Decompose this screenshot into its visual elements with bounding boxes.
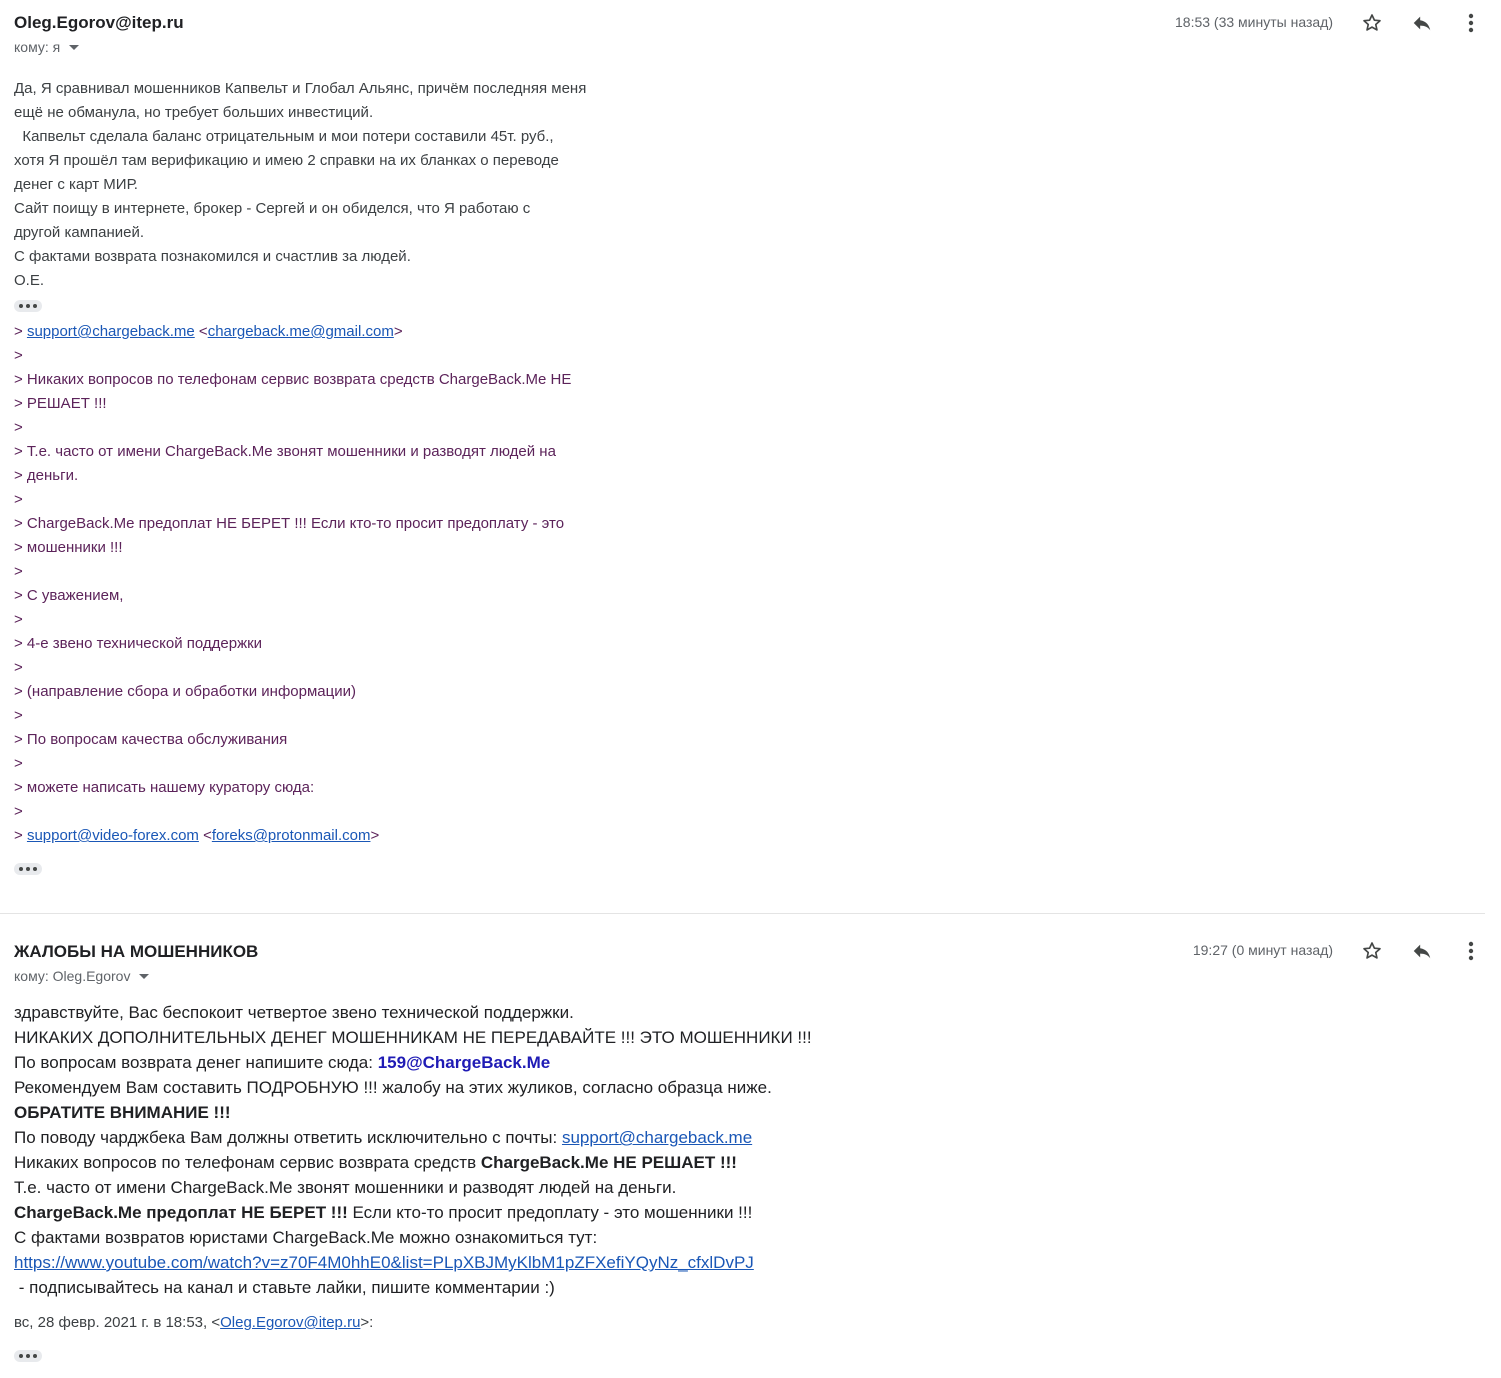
quote-header <box>14 1314 373 1331</box>
body-line: другой кампанией. <box>14 224 145 241</box>
quote-line: > Т.е. часто от имени ChargeBack.Me звонят мошенники и разводят людей на <box>14 443 556 460</box>
body-line <box>14 1153 737 1173</box>
body-line: С фактами возврата познакомился и счастлив за людей. <box>14 248 411 265</box>
body-line: Да, Я сравнивал мошенников Капвельт и Глобал Альянс, причём последняя меня <box>14 80 587 97</box>
quote-line: > деньги. <box>14 467 79 484</box>
body-line <box>14 1203 752 1223</box>
body-line: Рекомендуем Вам составить ПОДРОБНУЮ !!! жалобу на этих жуликов, согласно образца ниже. <box>14 1078 772 1097</box>
recipient-label: кому: я <box>14 39 61 55</box>
body-line: - подписывайтесь на канал и ставьте лайки, пишите комментарии :) <box>14 1278 555 1297</box>
star-icon[interactable] <box>1358 937 1386 965</box>
body-text: По вопросам возврата денег напишите сюда: <box>14 1053 378 1072</box>
quote-line: > С уважением, <box>14 587 124 604</box>
chevron-down-icon <box>69 45 79 50</box>
youtube-link[interactable]: https://www.youtube.com/watch?v=z70F4M0hhE0&list=PLpXBJMyKlbM1pZFXefiYQyNz_cfxlDvPJ <box>14 1253 754 1272</box>
more-vert-icon[interactable] <box>1457 937 1485 965</box>
support-chargeback-link[interactable]: support@chargeback.me <box>26 323 195 340</box>
quote-text: > <box>393 323 403 340</box>
body-text: Никаких вопросов по телефонам сервис возврата средств <box>14 1153 481 1172</box>
quote-header-text: вс, 28 февр. 2021 г. в 18:53, < <box>14 1314 221 1331</box>
quote-line: > <box>14 491 23 508</box>
quote-prefix: > <box>14 827 27 844</box>
quote-line: > <box>14 803 23 820</box>
body-bold-text: ChargeBack.Me предоплат НЕ БЕРЕТ !!! <box>14 1203 348 1222</box>
quote-line: > РЕШАЕТ !!! <box>14 395 107 412</box>
sender-name[interactable]: Oleg.Egorov@itep.ru <box>14 13 184 32</box>
quote-line: > мошенники !!! <box>14 539 123 556</box>
quote-line: > <box>14 707 23 724</box>
quote-line: > Никаких вопросов по телефонам сервис возврата средств ChargeBack.Me НЕ <box>14 371 572 388</box>
quote-line: > <box>14 419 23 436</box>
body-line: ещё не обманула, но требует больших инвестиций. <box>14 104 374 121</box>
email-message-2 <box>0 913 1501 1378</box>
body-text: По поводу чарджбека Вам должны ответить исключительно с почты: <box>14 1128 562 1147</box>
body-line: НИКАКИХ ДОПОЛНИТЕЛЬНЫХ ДЕНЕГ МОШЕННИКАМ НЕ ПЕРЕДАВАЙТЕ !!! ЭТО МОШЕННИКИ !!! <box>14 1028 812 1047</box>
recipient-dropdown[interactable] <box>14 39 79 55</box>
quote-line: > ChargeBack.Me предоплат НЕ БЕРЕТ !!! Если кто-то просит предоплату - это <box>14 515 565 532</box>
support-video-forex-link[interactable]: support@video-forex.com <box>26 827 199 844</box>
body-line: хотя Я прошёл там верификацию и имею 2 справки на их бланках о переводе <box>14 152 559 169</box>
more-vert-icon[interactable] <box>1457 9 1485 37</box>
notice-heading: ОБРАТИТЕ ВНИМАНИЕ !!! <box>14 1103 231 1122</box>
body-line: С фактами возвратов юристами ChargeBack.Me можно ознакомиться тут: <box>14 1228 598 1247</box>
quote-line <box>14 323 403 340</box>
quote-line: > <box>14 659 23 676</box>
quote-line <box>14 827 379 844</box>
body-line <box>14 1253 754 1273</box>
foreks-protonmail-link[interactable]: foreks@protonmail.com <box>211 827 371 844</box>
body-line: Т.е. часто от имени ChargeBack.Me звонят мошенники и разводят людей на деньги. <box>14 1178 677 1197</box>
quote-line: > <box>14 347 23 364</box>
show-trimmed-content-button[interactable] <box>14 1350 42 1362</box>
body-line: Капвельт сделала баланс отрицательным и мои потери составили 45т. руб., <box>14 128 554 145</box>
quote-line: > По вопросам качества обслуживания <box>14 731 288 748</box>
quote-text: > <box>370 827 380 844</box>
quote-header-text: >: <box>360 1314 374 1331</box>
sender-name[interactable]: ЖАЛОБЫ НА МОШЕННИКОВ <box>14 942 259 961</box>
chevron-down-icon <box>139 974 149 979</box>
body-line: здравствуйте, Вас беспокоит четвертое звено технической поддержки. <box>14 1003 574 1022</box>
quote-line: > (направление сбора и обработки информации) <box>14 683 356 700</box>
quote-line: > <box>14 611 23 628</box>
chargeback-email[interactable]: 159@ChargeBack.Me <box>377 1053 551 1072</box>
quote-prefix: > <box>14 323 27 340</box>
recipient-label: кому: Oleg.Egorov <box>14 968 131 984</box>
quote-text: < <box>198 827 212 844</box>
star-icon[interactable] <box>1358 9 1386 37</box>
body-line <box>14 1128 752 1148</box>
reply-icon[interactable] <box>1408 9 1436 37</box>
show-trimmed-content-button[interactable] <box>14 863 42 875</box>
oleg-email-link[interactable]: Oleg.Egorov@itep.ru <box>220 1314 361 1331</box>
quote-line: > 4-е звено технической поддержки <box>14 635 263 652</box>
body-line: денег с карт МИР. <box>14 176 138 193</box>
support-chargeback-link[interactable]: support@chargeback.me <box>561 1128 753 1147</box>
show-trimmed-content-button[interactable] <box>14 300 42 312</box>
recipient-dropdown[interactable] <box>14 968 149 984</box>
signature: О.Е. <box>14 272 45 289</box>
chargeback-gmail-link[interactable]: chargeback.me@gmail.com <box>207 323 394 340</box>
quote-line: > <box>14 563 23 580</box>
quote-line: > <box>14 755 23 772</box>
message-time: 18:53 (33 минуты назад) <box>1175 14 1333 30</box>
message-time: 19:27 (0 минут назад) <box>1192 942 1333 958</box>
quote-line: > можете написать нашему куратору сюда: <box>14 779 315 796</box>
body-line <box>14 1053 550 1073</box>
reply-icon[interactable] <box>1408 937 1436 965</box>
body-line: Сайт поищу в интернете, брокер - Сергей и он обиделся, что Я работаю с <box>14 200 531 217</box>
body-text: Если кто-то просит предоплату - это мошенники !!! <box>347 1203 753 1222</box>
quote-text: < <box>194 323 208 340</box>
body-bold-text: ChargeBack.Me НЕ РЕШАЕТ !!! <box>480 1153 737 1172</box>
